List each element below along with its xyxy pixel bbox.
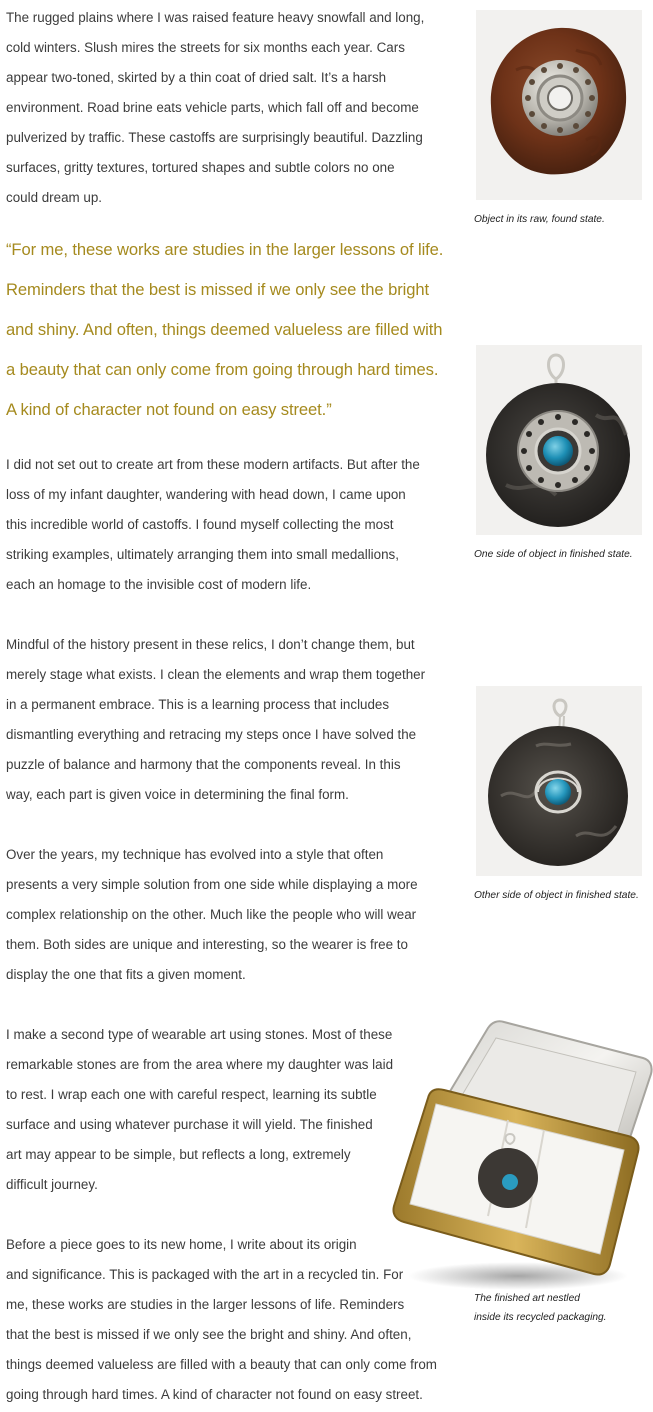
finished-side-one-caption: One side of object in finished state. (474, 549, 633, 560)
text-line: I make a second type of wearable art using stones. Most of these (6, 1027, 393, 1042)
text-line: that the best is missed if we only see the bright and shiny. And often, (6, 1327, 412, 1342)
text-line: remarkable stones are from the area where my daughter was laid (6, 1057, 394, 1072)
text-line: going through hard times. A kind of character not found on easy street. (6, 1387, 423, 1402)
text-line: presents a very simple solution from one side while displaying a more (6, 877, 418, 892)
text-line: surfaces, gritty textures, tortured shapes and subtle colors no one (6, 160, 395, 175)
packaging-paragraph (6, 1230, 437, 1410)
technique-paragraph (6, 840, 418, 990)
raw-object-photo (476, 10, 642, 200)
quote-line: Reminders that the best is missed if we only see the bright (6, 280, 429, 299)
text-line: I did not set out to create art from these modern artifacts. But after the (6, 457, 420, 472)
text-line: dismantling everything and retracing my steps once I have solved the (6, 727, 417, 742)
text-line: striking examples, ultimately arranging them into small medallions, (6, 547, 399, 562)
text-line: and significance. This is packaged with the art in a recycled tin. For (6, 1267, 404, 1282)
stones-paragraph (6, 1020, 393, 1200)
tin-packaging-photo (388, 1018, 653, 1290)
finished-side-two-photo (476, 686, 642, 876)
text-line: pulverized by traffic. These castoffs are surprisingly beautiful. Dazzling (6, 130, 423, 145)
text-line: art may appear to be simple, but reflects a long, extremely (6, 1147, 351, 1162)
text-line: surface and using whatever purchase it will yield. The finished (6, 1117, 373, 1132)
quote-line: “For me, these works are studies in the larger lessons of life. (6, 240, 444, 259)
text-line: in a permanent embrace. This is a learning process that includes (6, 697, 390, 712)
text-line: Over the years, my technique has evolved into a style that often (6, 847, 384, 862)
text-line: loss of my infant daughter, wandering with head down, I came upon (6, 487, 406, 502)
text-line: each an homage to the invisible cost of modern life. (6, 577, 312, 592)
text-line: Before a piece goes to its new home, I write about its origin (6, 1237, 357, 1252)
process-paragraph (6, 630, 425, 810)
text-line: The rugged plains where I was raised feature heavy snowfall and long, (6, 10, 425, 25)
text-line: environment. Road brine eats vehicle parts, which fall off and become (6, 100, 419, 115)
text-line: could dream up. (6, 190, 103, 205)
raw-object-caption: Object in its raw, found state. (474, 214, 605, 225)
text-line: them. Both sides are unique and interesting, so the wearer is free to (6, 937, 408, 952)
text-line: cold winters. Slush mires the streets for six months each year. Cars (6, 40, 405, 55)
quote-line: A kind of character not found on easy street.” (6, 400, 332, 419)
text-line: puzzle of balance and harmony that the components reveal. In this (6, 757, 401, 772)
text-line: complex relationship on the other. Much like the people who will wear (6, 907, 417, 922)
text-line: appear two-toned, skirted by a thin coat of dried salt. It’s a harsh (6, 70, 387, 85)
quote-line: a beauty that can only come from going through hard times. (6, 360, 439, 379)
finished-side-one-photo (476, 345, 642, 535)
text-line: me, these works are studies in the larger lessons of life. Reminders (6, 1297, 405, 1312)
packaging-caption-line-1: The finished art nestled (474, 1293, 580, 1304)
text-line: Mindful of the history present in these relics, I don’t change them, but (6, 637, 415, 652)
text-line: things deemed valueless are filled with a beauty that can only come from (6, 1357, 437, 1372)
text-line: display the one that fits a given moment. (6, 967, 246, 982)
pull-quote (6, 230, 443, 430)
intro-paragraph (6, 3, 424, 213)
loss-paragraph (6, 450, 420, 600)
text-line: difficult journey. (6, 1177, 98, 1192)
text-line: this incredible world of castoffs. I found myself collecting the most (6, 517, 394, 532)
text-line: way, each part is given voice in determining the final form. (6, 787, 349, 802)
finished-side-two-caption: Other side of object in finished state. (474, 890, 639, 901)
packaging-caption-line-2: inside its recycled packaging. (474, 1312, 607, 1323)
text-line: merely stage what exists. I clean the elements and wrap them together (6, 667, 426, 682)
text-line: to rest. I wrap each one with careful respect, learning its subtle (6, 1087, 377, 1102)
quote-line: and shiny. And often, things deemed valueless are filled with (6, 320, 443, 339)
